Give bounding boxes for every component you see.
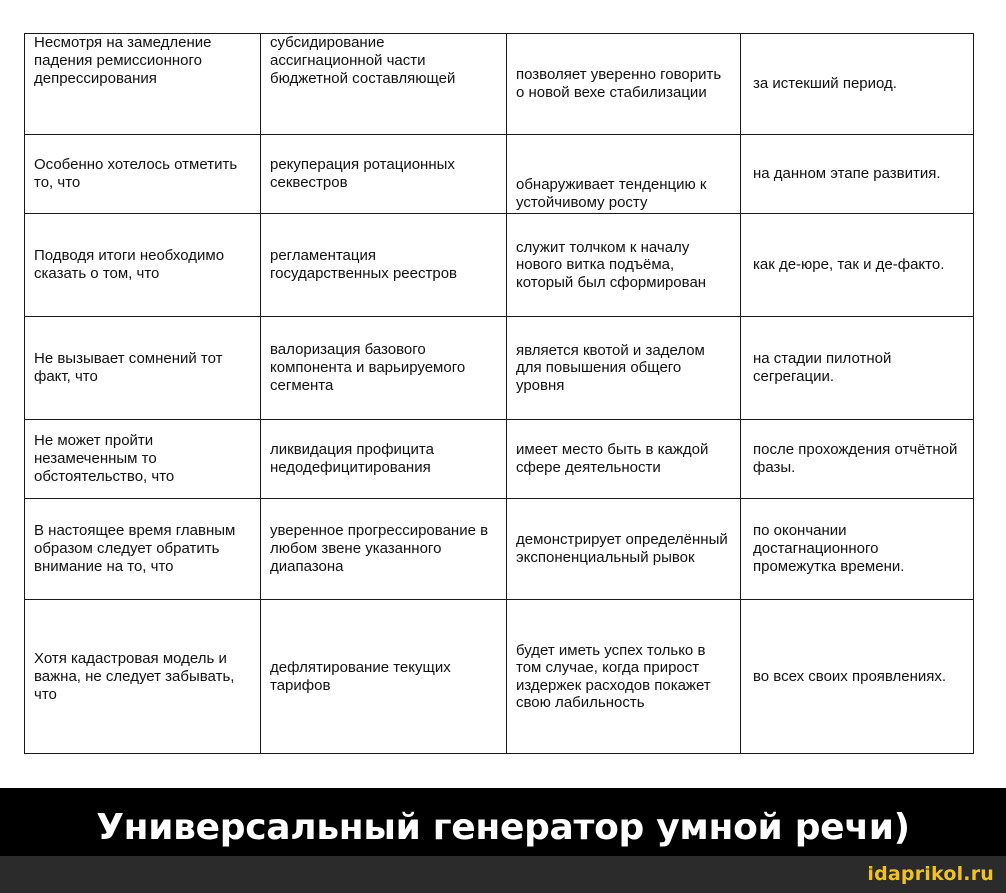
table-cell-subject: дефлятирование текущих тарифов — [261, 600, 507, 754]
table-cell-predicate: является квотой и заделом для повышения общего уровня — [507, 317, 741, 420]
table-cell-intro: Особенно хотелось отметить то, что — [25, 135, 261, 214]
table-cell-intro: В настоящее время главным образом следует обратить внимание на то, что — [25, 499, 261, 600]
table-cell-ending: за истекший период. — [741, 34, 974, 135]
table-cell-subject: уверенное прогрессирование в любом звене указанного диапазона — [261, 499, 507, 600]
table-cell-subject: регламентация государственных реестров — [261, 214, 507, 317]
caption-title: Универсальный генератор умной речи) — [96, 807, 910, 848]
table-cell-ending: как де-юре, так и де-факто. — [741, 214, 974, 317]
table-cell-intro: Хотя кадастровая модель и важна, не следует забывать, что — [25, 600, 261, 754]
table-cell-predicate: позволяет уверенно говорить о новой вехе стабилизации — [507, 34, 741, 135]
table-cell-subject: ликвидация профицита недодефицитирования — [261, 420, 507, 499]
table-cell-intro: Подводя итоги необходимо сказать о том, что — [25, 214, 261, 317]
table-cell-ending: на данном этапе развития. — [741, 135, 974, 214]
table-cell-predicate: служит толчком к началу нового витка подъёма, который был сформирован — [507, 214, 741, 317]
table-row — [25, 600, 974, 754]
table-cell-intro: Не может пройти незамеченным то обстоятельство, что — [25, 420, 261, 499]
table-cell-subject: рекуперация ротационных секвестров — [261, 135, 507, 214]
table-cell-predicate: демонстрирует определённый экспоненциальный рывок — [507, 499, 741, 600]
table-row — [25, 214, 974, 317]
site-watermark: idaprikol.ru — [867, 863, 994, 885]
table-cell-subject: субсидирование ассигнационной части бюджетной составляющей — [261, 34, 507, 135]
table-cell-intro: Несмотря на замедление падения ремиссионного депрессирования — [25, 34, 261, 135]
table-cell-predicate: имеет место быть в каждой сфере деятельности — [507, 420, 741, 499]
table-cell-ending: по окончании достагнационного промежутка времени. — [741, 499, 974, 600]
table-cell-subject: валоризация базового компонента и варьируемого сегмента — [261, 317, 507, 420]
table-cell-ending: во всех своих проявлениях. — [741, 600, 974, 754]
table-row — [25, 420, 974, 499]
table-cell-predicate: будет иметь успех только в том случае, когда прирост издержек расходов покажет свою лабильность — [507, 600, 741, 754]
table-cell-ending: на стадии пилотной сегрегации. — [741, 317, 974, 420]
phrase-generator-table — [24, 33, 974, 754]
table-cell-ending: после прохождения отчётной фазы. — [741, 420, 974, 499]
table-cell-predicate: обнаруживает тенденцию к устойчивому росту — [507, 135, 741, 214]
table-row — [25, 499, 974, 600]
table-cell-intro: Не вызывает сомнений тот факт, что — [25, 317, 261, 420]
table-row — [25, 135, 974, 214]
table-row — [25, 317, 974, 420]
watermark-strip — [0, 856, 1006, 893]
table-row — [25, 34, 974, 135]
